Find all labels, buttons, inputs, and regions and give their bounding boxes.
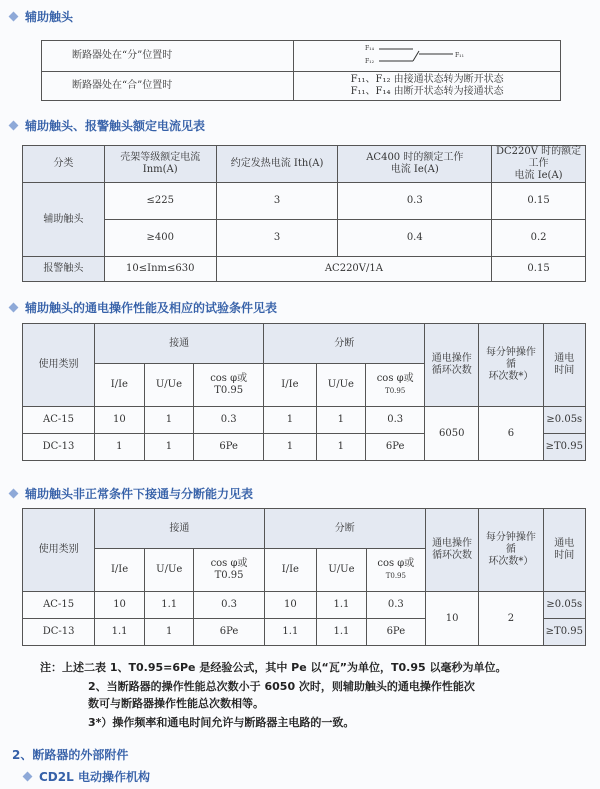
col-header-use-category: 使用类别 — [23, 324, 95, 407]
col-header-time: 通电 时间 — [543, 324, 585, 407]
open-position-label: 断路器处在“分”位置时 — [42, 41, 294, 72]
row-label-aux: 辅助触头 — [23, 183, 105, 257]
table-row: AC-15 10 1.1 0.3 10 1.1 0.3 10 2 ≥0.05s — [23, 592, 586, 619]
section-heading-abnormal-conditions: 辅助触头非正常条件下接通与分断能力见表 — [10, 485, 253, 502]
section-heading-operating-performance: 辅助触头的通电操作性能及相应的试验条件见表 — [10, 299, 277, 316]
note-1: 注：上述二表 1、T0.95=6Pe 是经验公式，其中 Pe 以“瓦”为单位，T0.95 以毫秒为单位。 — [40, 661, 507, 674]
col-header-per-minute: 每分钟操作循 环次数*） — [479, 324, 543, 407]
operating-performance-table: 使用类别 接通 分断 通电操作 循环次数 每分钟操作循 环次数*） 通电 时间 I/Ie U/Ue cos φ或 T0.95 I/Ie U/Ue cos φ或 T0.95 AC-15 10 1 0.3 1 1 0.3 6050 6 ≥0.05s DC-13 1 1 6Pe 1 1 6Pe ≥T0.95 — [22, 323, 586, 461]
diamond-bullet-icon — [23, 772, 33, 782]
col-header-per-minute: 每分钟操作循 环次数*） — [479, 509, 543, 592]
closed-position-label: 断路器处在“合”位置时 — [42, 72, 294, 101]
col-header-cycles: 通电操作 循环次数 — [425, 324, 479, 407]
col-header-thermal-current: 约定发热电流 Ith(A) — [216, 146, 338, 183]
diamond-bullet-icon — [9, 489, 19, 499]
table-row: 报警触头 10≤Inm≤630 AC220V/1A 0.15 — [23, 257, 586, 282]
col-header-time: 通电 时间 — [543, 509, 585, 592]
row-label-alarm: 报警触头 — [23, 257, 105, 282]
section-heading-external-accessories: 2、断路器的外部附件 — [12, 748, 129, 762]
col-header-frame-current: 壳架等级额定电流 Inm(A) — [104, 146, 216, 183]
svg-text:F₁₂: F₁₂ — [365, 58, 375, 65]
col-header-ac400: AC400 时的额定工作 电流 Ie(A) — [338, 146, 492, 183]
diamond-bullet-icon — [9, 121, 19, 131]
diamond-bullet-icon — [9, 12, 19, 22]
table-row: ≥400 3 0.4 0.2 — [23, 220, 586, 257]
col-header-category: 分类 — [23, 146, 105, 183]
aux-contact-state-table — [41, 40, 561, 101]
col-header-use-category: 使用类别 — [23, 509, 95, 592]
svg-text:F₁₄: F₁₄ — [365, 45, 375, 52]
contact-diagram-icon — [327, 41, 527, 67]
col-header-cycles: 通电操作 循环次数 — [425, 509, 478, 592]
closed-position-description: F₁₁、F₁₂ 由接通状态转为断开状态 F₁₁、F₁₄ 由断开状态转为接通状态 — [294, 72, 561, 101]
section-heading-cd2l: CD2L 电动操作机构 — [24, 768, 150, 785]
col-header-break: 分断 — [264, 324, 425, 364]
table-row: DC-13 1 1 6Pe 1 1 6Pe ≥T0.95 — [23, 434, 586, 461]
table-row: 辅助触头 ≤225 3 0.3 0.15 — [23, 183, 586, 220]
col-header-make: 接通 — [95, 509, 264, 549]
col-header-make: 接通 — [95, 324, 264, 364]
abnormal-conditions-table: 使用类别 接通 分断 通电操作 循环次数 每分钟操作循 环次数*） 通电 时间 I/Ie U/Ue cos φ或 T0.95 I/Ie U/Ue cos φ或 T0.95 AC-15 10 1.1 0.3 10 1.1 0.3 10 2 ≥0.05s DC-13 1.1 1 6Pe 1.1 1.1 6Pe ≥T0.95 — [22, 508, 586, 646]
table-row: AC-15 10 1 0.3 1 1 0.3 6050 6 ≥0.05s — [23, 407, 586, 434]
note-2a: 2、当断路器的操作性能总次数小于 6050 次时，则辅助触头的通电操作性能次 — [88, 680, 475, 693]
diamond-bullet-icon — [9, 303, 19, 313]
contact-symbol-diagram — [294, 41, 561, 72]
rated-current-table — [22, 145, 586, 282]
table-row: DC-13 1.1 1 6Pe 1.1 1.1 6Pe ≥T0.95 — [23, 619, 586, 646]
svg-text:F₁₁: F₁₁ — [455, 52, 465, 59]
col-header-dc220: DC220V 时的额定工作 电流 Ie(A) — [492, 146, 586, 183]
note-3: 3*）操作频率和通电时间允许与断路器主电路的一致。 — [88, 716, 355, 729]
note-2b: 数可与断路器操作性能总次数相等。 — [88, 697, 264, 710]
section-heading-rated-current: 辅助触头、报警触头额定电流见表 — [10, 117, 205, 134]
col-header-break: 分断 — [264, 509, 425, 549]
section-heading-aux-contacts: 辅助触头 — [10, 8, 73, 25]
